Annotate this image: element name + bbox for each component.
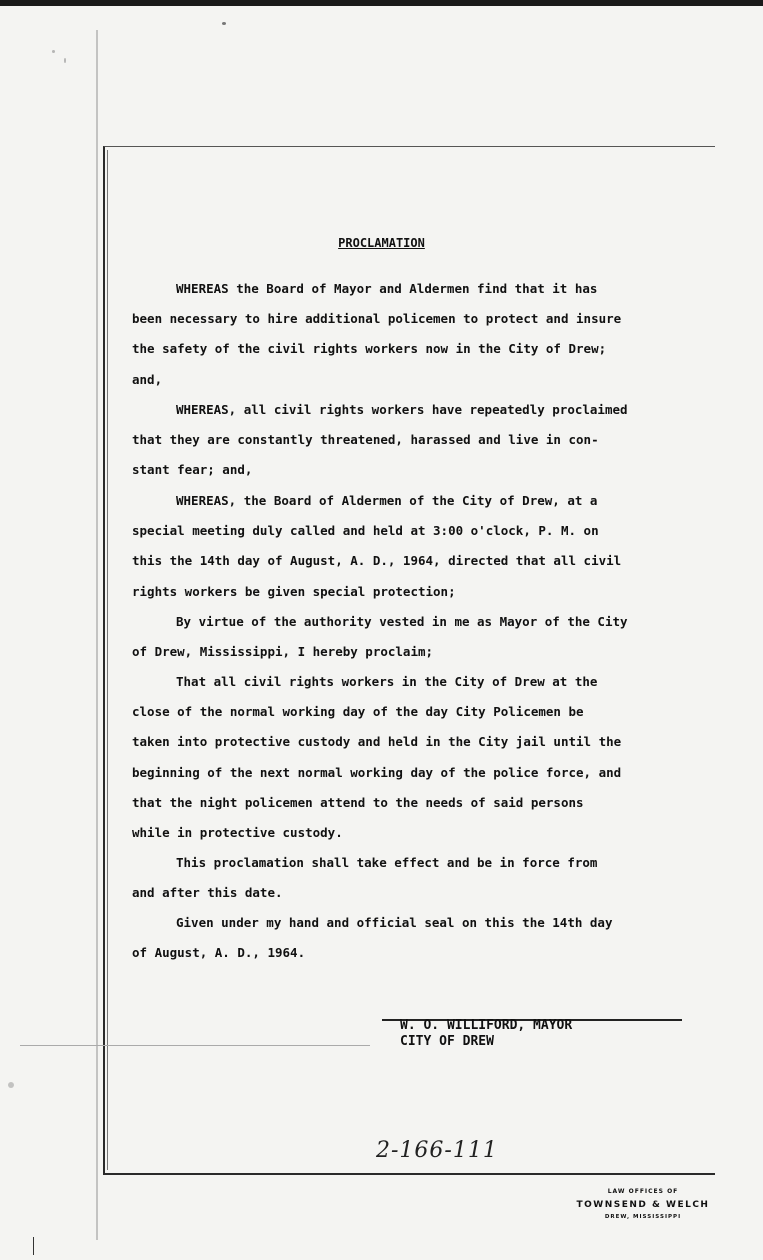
text-line: of August, A. D., 1964. [132,945,306,961]
scan-edge-line [96,30,98,1240]
scan-speck [64,58,66,63]
letterhead-firm-name: TOWNSEND & WELCH [576,1200,710,1210]
scan-speck [222,22,226,25]
text-line: and after this date. [132,885,283,901]
text-line: taken into protective custody and held in the City jail until the [132,734,622,750]
text-line: of Drew, Mississippi, I hereby proclaim; [132,644,434,660]
scan-noise-line [20,1045,370,1046]
text-line: Given under my hand and official seal on this the 14th day [176,915,613,930]
text-line: WHEREAS the Board of Mayor and Aldermen find that it has [176,281,598,296]
scan-top-border [0,0,763,6]
text-line: been necessary to hire additional policemen to protect and insure [132,311,622,327]
paragraph-proclamation [132,667,722,848]
paragraph-whereas-2 [132,395,722,486]
scan-speck [52,50,55,53]
text-line: this the 14th day of August, A. D., 1964, directed that all civil [132,553,622,569]
text-line: By virtue of the authority vested in me as Mayor of the City [176,614,628,629]
text-line: the safety of the civil rights workers now in the City of Drew; [132,341,607,357]
text-line: that the night policemen attend to the needs of said persons [132,794,584,810]
text-line: close of the normal working day of the day City Policemen be [132,704,584,720]
paragraph-whereas-1 [132,274,722,395]
paragraph-given [132,908,722,968]
text-line: while in protective custody. [132,825,343,841]
document-frame-inner-line [107,150,108,1170]
letterhead-caption: LAW OFFICES OF [607,1188,679,1195]
paragraph-authority [132,607,722,667]
text-line: special meeting duly called and held at 3:00 o'clock, P. M. on [132,523,599,539]
text-line: This proclamation shall take effect and be in force from [176,855,598,870]
scan-mark [33,1237,34,1255]
text-line: That all civil rights workers in the City of Drew at the [176,674,598,689]
signature-title: CITY OF DREW [400,1034,494,1049]
text-line: WHEREAS, all civil rights workers have repeatedly proclaimed [176,402,628,417]
text-line: rights workers be given special protection; [132,583,456,599]
paragraph-whereas-3 [132,486,722,607]
signature-name: W. O. WILLIFORD, MAYOR [400,1018,573,1033]
text-line: that they are constantly threatened, harassed and live in con- [132,432,599,448]
text-line: stant fear; and, [132,462,253,478]
text-line: beginning of the next normal working day of the police force, and [132,764,622,780]
handwritten-file-number: 2-166-111 [376,1138,498,1163]
paragraph-effect [132,848,722,908]
document-title: PROCLAMATION [338,236,425,250]
letterhead-location: DREW, MISSISSIPPI [604,1214,682,1220]
law-office-letterhead [548,1188,738,1220]
scan-speck [8,1082,14,1088]
signature-block [382,1018,572,1050]
text-line: WHEREAS, the Board of Aldermen of the City of Drew, at a [176,493,598,508]
text-line: and, [132,371,163,387]
